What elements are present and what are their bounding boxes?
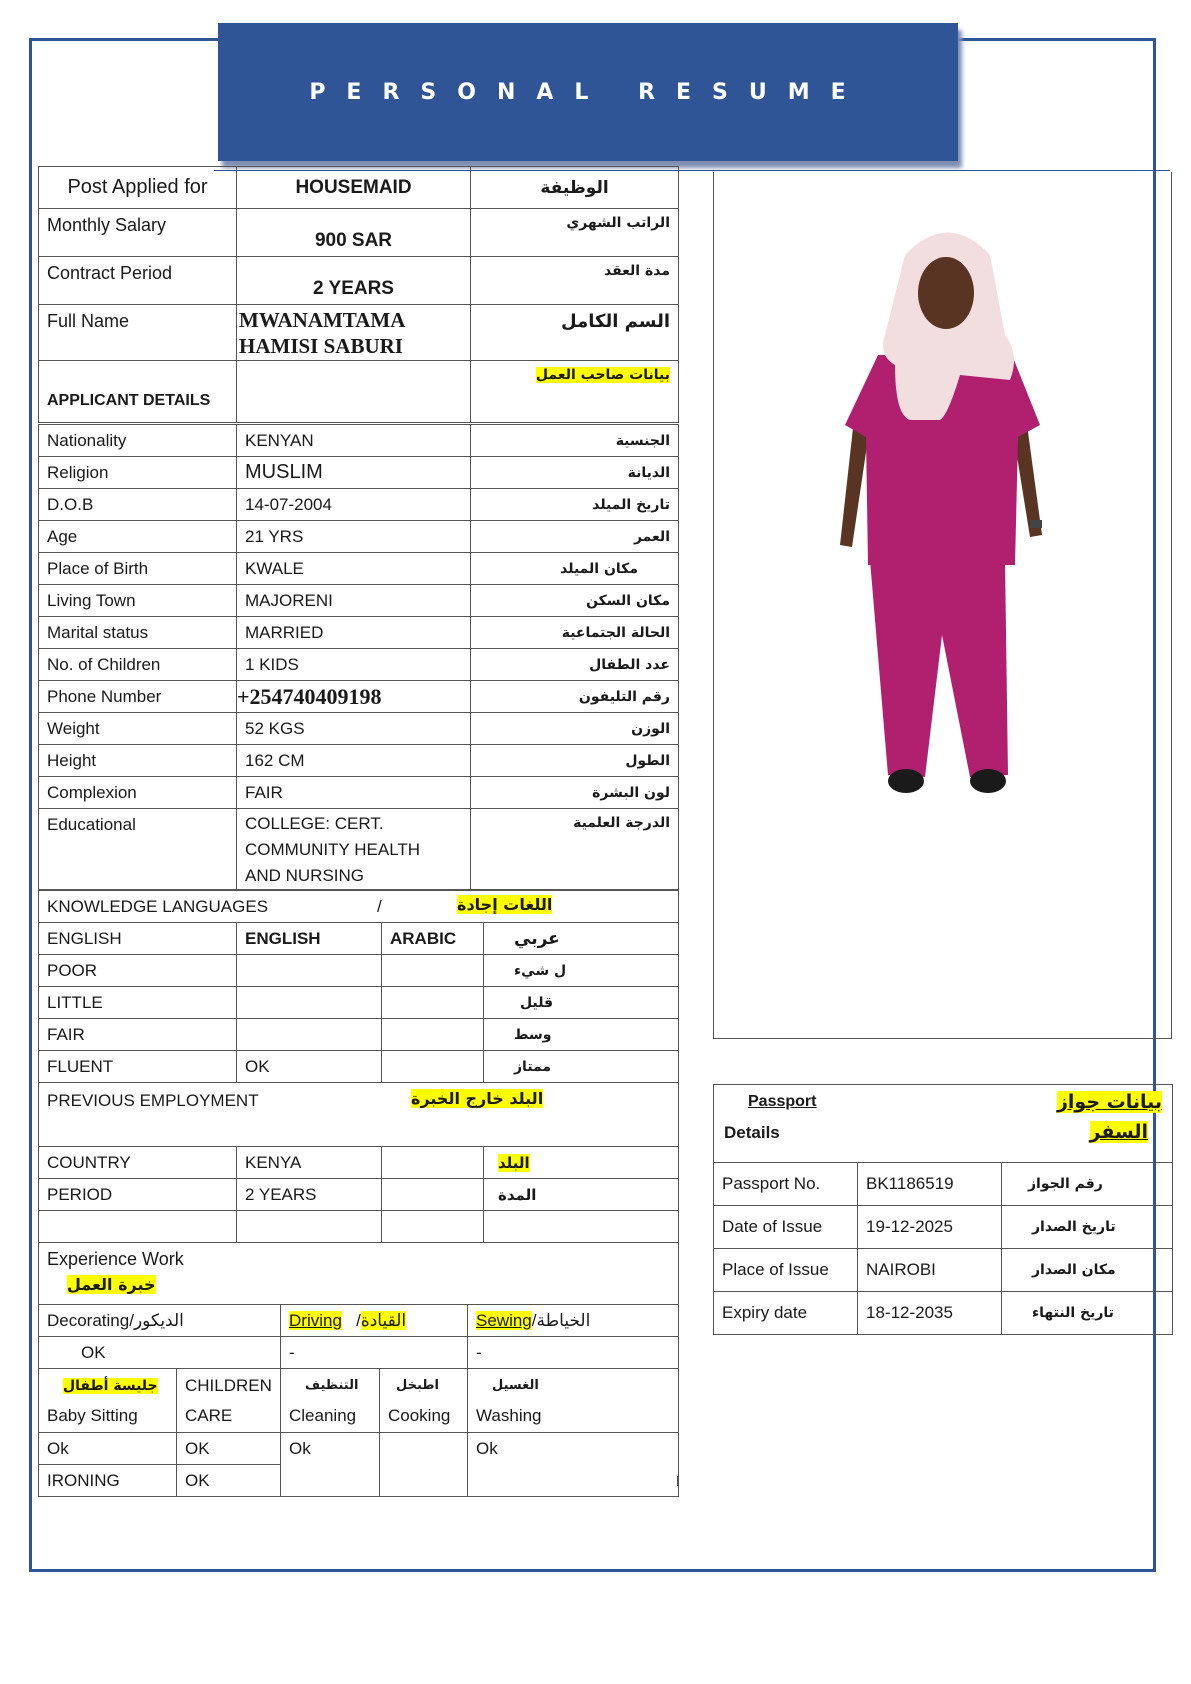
country-label: COUNTRY — [39, 1147, 237, 1179]
lang-poor-ar: ل شيء — [484, 955, 679, 987]
age-ar: العمر — [471, 521, 679, 553]
education-line2: COMMUNITY HEALTH — [245, 840, 421, 859]
education-line3: AND NURSING — [245, 866, 365, 885]
table-row — [39, 1051, 679, 1083]
driving-value: - — [281, 1337, 468, 1369]
passport-title-row — [714, 1085, 1173, 1163]
table-row — [39, 1019, 679, 1051]
table-row — [39, 553, 679, 585]
table-row — [714, 1292, 1173, 1335]
lang-little-label: LITTLE — [39, 987, 237, 1019]
baby-sitting-value: Ok — [39, 1433, 177, 1465]
full-name-line1: MWANAMTAMA — [239, 307, 406, 332]
applicant-details-ar — [471, 361, 679, 423]
lang-fluent-english: OK — [237, 1051, 382, 1083]
cleaning-ar: التنظيف — [305, 1377, 359, 1393]
applicant-details-ar-text: بيانات صاحب العمل — [535, 367, 670, 383]
languages-title-cell — [39, 891, 679, 923]
employment-table — [38, 1082, 679, 1243]
table-row — [39, 585, 679, 617]
table-row — [39, 923, 679, 955]
washing-ar: الغسيل — [492, 1377, 539, 1393]
experience-title-row — [39, 1243, 679, 1305]
driving-cell — [281, 1305, 468, 1337]
baby-sitting-label: Baby Sitting — [47, 1406, 138, 1425]
lang-col-ar: عربي — [484, 923, 679, 955]
sewing-cell — [468, 1305, 679, 1337]
salary-label: Monthly Salary — [39, 209, 237, 257]
table-row — [39, 713, 679, 745]
country-ar-cell — [484, 1147, 679, 1179]
table-row — [39, 425, 679, 457]
decorating-label: Decorating/الديكور — [39, 1305, 281, 1337]
job-info-table — [38, 166, 679, 423]
birthplace-ar: مكان الميلد — [471, 553, 679, 585]
page-title: PERSONAL RESUME — [309, 79, 867, 105]
passport-title-cell — [714, 1085, 1173, 1163]
passport-table — [713, 1084, 1173, 1335]
expiry-value: 18-12-2035 — [858, 1292, 1002, 1335]
baby-sitting-ar-wrap — [47, 1370, 168, 1401]
washing-value: Ok — [468, 1433, 679, 1497]
table-row — [39, 457, 679, 489]
employment-title-ar: البلد خارج الخبرة — [411, 1089, 544, 1108]
left-shoe — [888, 769, 924, 793]
cleaning-cell — [281, 1369, 380, 1433]
post-label: Post Applied for — [39, 167, 237, 209]
education-ar: الدرجة العلمية — [471, 809, 679, 890]
education-line1: COLLEGE: CERT. — [245, 814, 384, 833]
table-tail-right — [677, 1476, 678, 1486]
table-row — [39, 777, 679, 809]
empty-cell — [237, 1211, 382, 1243]
baby-sitting-cell — [39, 1369, 177, 1433]
weight-value: 52 KGS — [237, 713, 471, 745]
table-row — [39, 1179, 679, 1211]
lang-col-label: ENGLISH — [39, 923, 237, 955]
cleaning-value: Ok — [281, 1433, 380, 1497]
ironing-label: IRONING — [39, 1465, 177, 1497]
passport-title-ar2-wrap — [1090, 1121, 1148, 1143]
experience-table — [38, 1242, 679, 1497]
height-ar: الطول — [471, 745, 679, 777]
ironing-value: OK — [177, 1465, 281, 1497]
empty-cell — [484, 1211, 679, 1243]
country-ar: البلد — [498, 1153, 530, 1172]
complexion-ar: لون البشرة — [471, 777, 679, 809]
driving-label: Driving — [289, 1310, 342, 1330]
children-ar: عدد الطفال — [471, 649, 679, 681]
full-name-ar: السم الكامل — [471, 305, 679, 361]
lang-little-english — [237, 987, 382, 1019]
lang-poor-english — [237, 955, 382, 987]
experience-title-cell — [39, 1243, 679, 1305]
height-value: 162 CM — [237, 745, 471, 777]
washing-cell — [468, 1369, 679, 1433]
lang-fair-ar: وسط — [484, 1019, 679, 1051]
phone-label: Phone Number — [39, 681, 237, 713]
lang-fair-label: FAIR — [39, 1019, 237, 1051]
row-contract — [39, 257, 679, 305]
baby-sitting-ar: جليسة أطفال — [63, 1378, 158, 1394]
period-ar: المدة — [484, 1179, 679, 1211]
lang-little-arabic — [382, 987, 484, 1019]
education-value — [237, 809, 471, 890]
age-value: 21 YRS — [237, 521, 471, 553]
row-post — [39, 167, 679, 209]
phone-ar: رقم التليفون — [471, 681, 679, 713]
expiry-ar: تاريخ النتهاء — [1002, 1292, 1173, 1335]
table-row — [39, 649, 679, 681]
row-applicant-details — [39, 361, 679, 423]
dob-ar: تاريخ الميلد — [471, 489, 679, 521]
languages-table — [38, 890, 679, 1083]
religion-label: Religion — [39, 457, 237, 489]
passport-no-ar: رقم الجواز — [1002, 1163, 1173, 1206]
experience-title: Experience Work — [47, 1249, 184, 1269]
employment-title-cell — [39, 1083, 679, 1147]
empty-cell — [382, 1211, 484, 1243]
period-value: 2 YEARS — [237, 1179, 382, 1211]
cleaning-label: Cleaning — [289, 1405, 357, 1425]
experience-title-ar: خبرة العمل — [67, 1275, 156, 1294]
contract-ar: مدة العقد — [471, 257, 679, 305]
applicant-photo — [830, 215, 1060, 835]
sewing-ar: /الخياطة — [531, 1310, 591, 1330]
row-full-name — [39, 305, 679, 361]
post-ar: الوظيفة — [471, 167, 679, 209]
marital-label: Marital status — [39, 617, 237, 649]
table-row — [39, 745, 679, 777]
expiry-label: Expiry date — [714, 1292, 858, 1335]
marital-ar: الحالة الجتماعية — [471, 617, 679, 649]
employment-title: PREVIOUS EMPLOYMENT — [47, 1091, 259, 1110]
salary-ar: الراتب الشهري — [471, 209, 679, 257]
issue-date-value: 19-12-2025 — [858, 1206, 1002, 1249]
table-row — [714, 1163, 1173, 1206]
trousers — [870, 560, 1008, 777]
photo-bottom-rule — [713, 1038, 1172, 1039]
languages-title: KNOWLEDGE LANGUAGES — [47, 896, 269, 916]
full-name-label: Full Name — [39, 305, 237, 361]
period-empty — [382, 1179, 484, 1211]
lang-little-ar: قليل — [484, 987, 679, 1019]
empty-cell — [39, 1211, 237, 1243]
country-empty — [382, 1147, 484, 1179]
issue-place-ar: مكان الصدار — [1002, 1249, 1173, 1292]
religion-ar: الديانة — [471, 457, 679, 489]
right-shoe — [970, 769, 1006, 793]
table-row — [39, 521, 679, 553]
face — [918, 257, 974, 329]
children-care-line1: CHILDREN — [185, 1375, 272, 1395]
children-value: 1 KIDS — [237, 649, 471, 681]
phone-value: +254740409198 — [237, 681, 471, 713]
issue-place-value: NAIROBI — [858, 1249, 1002, 1292]
passport-title-line2: Details — [724, 1123, 780, 1142]
period-label: PERIOD — [39, 1179, 237, 1211]
age-label: Age — [39, 521, 237, 553]
driving-ar: القيادة — [360, 1310, 407, 1330]
dob-value: 14-07-2004 — [237, 489, 471, 521]
full-name-value — [237, 305, 471, 361]
decorating-value: OK — [39, 1337, 281, 1369]
lang-col-english: ENGLISH — [237, 923, 382, 955]
title-banner — [218, 23, 958, 161]
cooking-cell — [380, 1369, 468, 1433]
living-town-label: Living Town — [39, 585, 237, 617]
sewing-label: Sewing — [476, 1310, 532, 1330]
cooking-label: Cooking — [388, 1405, 451, 1425]
table-row — [39, 1369, 679, 1433]
nationality-label: Nationality — [39, 425, 237, 457]
issue-place-label: Place of Issue — [714, 1249, 858, 1292]
table-row — [39, 489, 679, 521]
issue-date-label: Date of Issue — [714, 1206, 858, 1249]
contract-value: 2 YEARS — [237, 257, 471, 305]
marital-value: MARRIED — [237, 617, 471, 649]
lang-fluent-label: FLUENT — [39, 1051, 237, 1083]
passport-title-ar1: بيانات جواز — [1056, 1091, 1163, 1113]
table-row — [39, 1147, 679, 1179]
sewing-value: - — [468, 1337, 679, 1369]
lang-fair-arabic — [382, 1019, 484, 1051]
table-row — [39, 1211, 679, 1243]
table-row — [39, 809, 679, 890]
languages-title-ar: اللغات إجادة — [457, 895, 553, 914]
lang-fluent-ar: ممتاز — [484, 1051, 679, 1083]
dob-label: D.O.B — [39, 489, 237, 521]
table-row — [39, 1305, 679, 1337]
applicant-details-label: APPLICANT DETAILS — [39, 361, 237, 423]
applicant-details-empty — [237, 361, 471, 423]
salary-value: 900 SAR — [237, 209, 471, 257]
passport-title-ar2: السفر — [1089, 1121, 1149, 1143]
table-row — [714, 1249, 1173, 1292]
table-row — [39, 1433, 679, 1465]
children-care-cell — [177, 1369, 281, 1433]
children-label: No. of Children — [39, 649, 237, 681]
table-row — [39, 681, 679, 713]
table-row — [39, 617, 679, 649]
post-value: HOUSEMAID — [237, 167, 471, 209]
cooking-value — [380, 1433, 468, 1497]
lang-fair-english — [237, 1019, 382, 1051]
watch — [1030, 520, 1042, 528]
lang-col-arabic: ARABIC — [382, 923, 484, 955]
birthplace-label: Place of Birth — [39, 553, 237, 585]
passport-no-label: Passport No. — [714, 1163, 858, 1206]
table-row — [714, 1206, 1173, 1249]
education-label: Educational — [39, 809, 237, 890]
lang-poor-label: POOR — [39, 955, 237, 987]
children-care-line2: CARE — [185, 1405, 233, 1425]
employment-title-row — [39, 1083, 679, 1147]
washing-label: Washing — [476, 1405, 542, 1425]
table-row — [39, 987, 679, 1019]
living-town-ar: مكان السكن — [471, 585, 679, 617]
children-care-value: OK — [177, 1433, 281, 1465]
full-name-line2: HAMISI SABURI — [239, 333, 403, 358]
personal-details-table — [38, 424, 679, 890]
complexion-label: Complexion — [39, 777, 237, 809]
nationality-value: KENYAN — [237, 425, 471, 457]
weight-label: Weight — [39, 713, 237, 745]
passport-no-value: BK1186519 — [858, 1163, 1002, 1206]
living-town-value: MAJORENI — [237, 585, 471, 617]
photo-top-rule — [960, 170, 1170, 171]
table-tail-left — [38, 1476, 39, 1486]
religion-value: MUSLIM — [237, 457, 471, 489]
nationality-ar: الجنسية — [471, 425, 679, 457]
complexion-value: FAIR — [237, 777, 471, 809]
cooking-ar: اطبخل — [396, 1377, 439, 1393]
weight-ar: الوزن — [471, 713, 679, 745]
birthplace-value: KWALE — [237, 553, 471, 585]
passport-title-ar1-wrap — [1057, 1091, 1162, 1113]
experience-title-ar-wrap — [47, 1274, 670, 1295]
country-value: KENYA — [237, 1147, 382, 1179]
lang-fluent-arabic — [382, 1051, 484, 1083]
height-label: Height — [39, 745, 237, 777]
contract-label: Contract Period — [39, 257, 237, 305]
row-salary — [39, 209, 679, 257]
table-row — [39, 955, 679, 987]
languages-title-row — [39, 891, 679, 923]
driving-sep: / — [356, 1310, 361, 1330]
issue-date-ar: تاريخ الصدار — [1002, 1206, 1173, 1249]
lang-poor-arabic — [382, 955, 484, 987]
passport-title-line1: Passport — [748, 1093, 817, 1110]
languages-slash: / — [377, 897, 382, 916]
table-row — [39, 1337, 679, 1369]
